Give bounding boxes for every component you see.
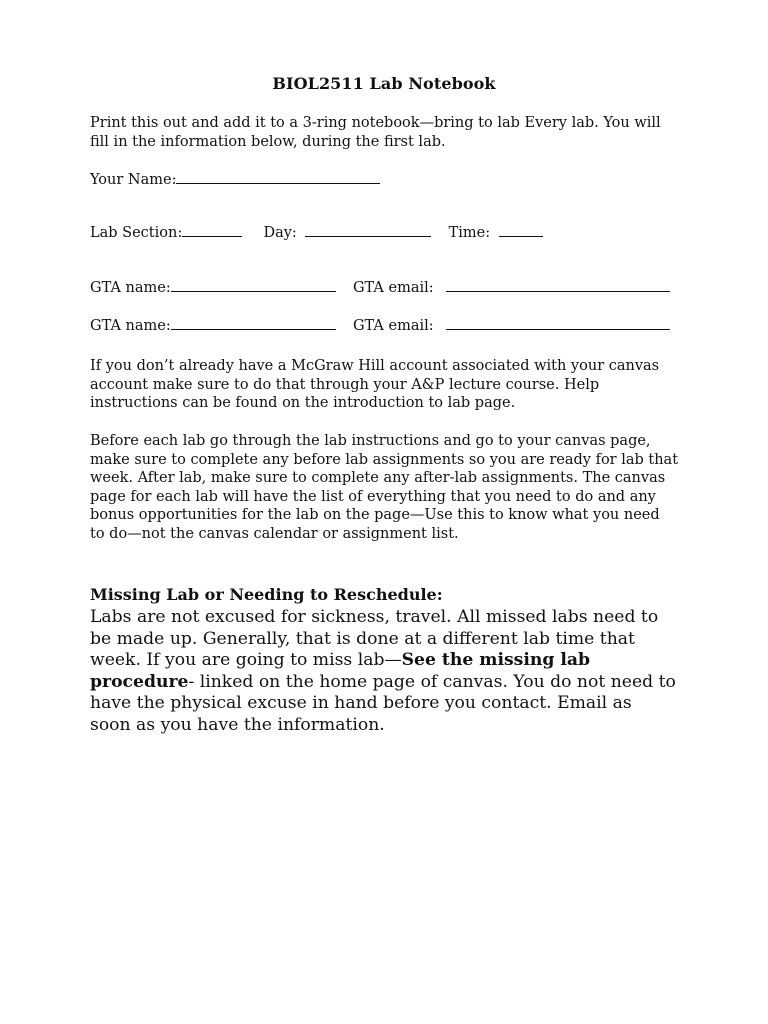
paragraph-line: Labs are not excused for sickness, travel. All missed labs need to	[90, 607, 659, 627]
document-title: BIOL2511 Lab Notebook	[272, 74, 496, 93]
paragraph-line: to do—not the canvas calendar or assignment list.	[90, 525, 459, 542]
missing-lab-procedure-emphasis: See the missing lab	[401, 650, 591, 671]
gta-email-blank[interactable]	[446, 316, 670, 330]
gta-row-1	[90, 278, 670, 297]
mcgraw-hill-paragraph	[90, 357, 690, 413]
your-name-label: Your Name:	[90, 172, 177, 188]
paragraph-line: have the physical excuse in hand before you contact. Email as	[90, 693, 632, 714]
gta-name-blank[interactable]	[171, 278, 336, 292]
missing-lab-paragraph	[90, 607, 710, 737]
paragraph-line: soon as you have the information.	[90, 714, 385, 735]
lab-section-blank[interactable]	[182, 223, 242, 237]
time-blank[interactable]	[499, 223, 543, 237]
lab-section-label: Lab Section:	[90, 225, 183, 241]
gta-email-label: GTA email:	[352, 280, 434, 296]
gta-name-blank[interactable]	[171, 316, 336, 330]
gta-name-label: GTA name:	[90, 318, 171, 334]
intro-line: Print this out and add it to a 3-ring notebook—bring to lab Every lab. You will	[90, 115, 661, 131]
your-name-blank[interactable]	[176, 170, 380, 184]
paragraph-line: If you don’t already have a McGraw Hill account associated with your canvas	[90, 358, 660, 374]
gta-email-blank[interactable]	[446, 278, 670, 292]
time-label: Time:	[448, 225, 491, 241]
paragraph-line: Before each lab go through the lab instructions and go to your canvas page,	[90, 433, 651, 449]
paragraph-line: account make sure to do that through your A&P lecture course. Help	[90, 376, 600, 393]
day-label: Day:	[263, 225, 297, 241]
paragraph-line: instructions can be found on the introduction to lab page.	[90, 395, 516, 411]
missing-lab-heading: Missing Lab or Needing to Reschedule:	[90, 585, 443, 604]
gta-email-label: GTA email:	[352, 318, 434, 334]
lab-section-row	[90, 223, 543, 242]
paragraph-line	[90, 672, 710, 694]
intro-line: fill in the information below, during the first lab.	[90, 133, 446, 150]
missing-lab-procedure-emphasis: procedure	[90, 671, 189, 692]
paragraph-text: - linked on the home page of canvas. You do not need to	[188, 671, 676, 692]
paragraph-line: make sure to complete any before lab assignments so you are ready for lab that	[90, 451, 679, 468]
before-lab-paragraph	[90, 432, 690, 543]
paragraph-line: week. After lab, make sure to complete any after-lab assignments. The canvas	[90, 470, 666, 486]
paragraph-text: week. If you are going to miss lab—	[90, 650, 402, 671]
your-name-field[interactable]	[90, 170, 380, 189]
gta-name-label: GTA name:	[90, 280, 171, 296]
paragraph-line: bonus opportunities for the lab on the page—Use this to know what you need	[90, 507, 660, 523]
day-blank[interactable]	[305, 223, 431, 237]
gta-row-2	[90, 316, 670, 335]
intro-paragraph	[90, 114, 690, 151]
paragraph-line: be made up. Generally, that is done at a different lab time that	[90, 628, 635, 649]
paragraph-line	[90, 650, 710, 672]
paragraph-line: page for each lab will have the list of everything that you need to do and any	[90, 488, 656, 505]
